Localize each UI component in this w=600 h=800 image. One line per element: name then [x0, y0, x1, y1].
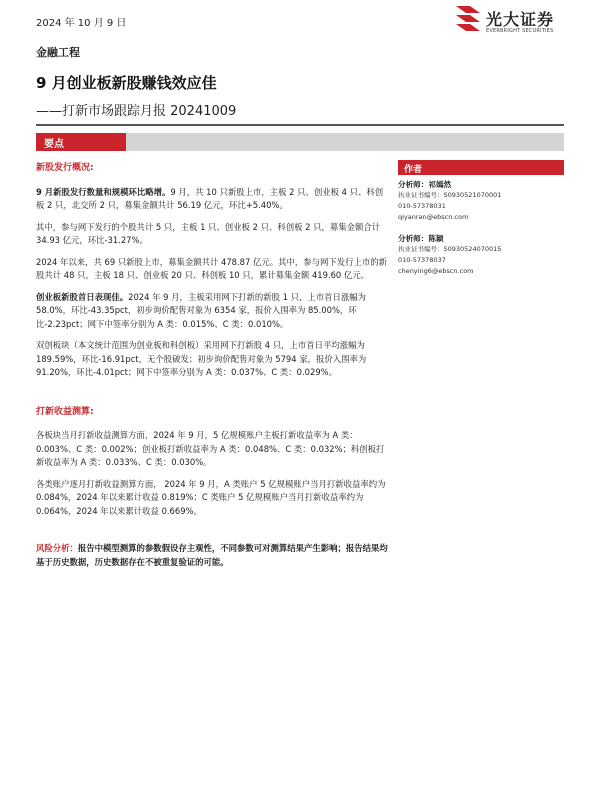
- brand-logo: [454, 4, 574, 40]
- issuance-text: 9 月，共 10 只新股上市，主板 2 只、创业板 4 只、科创板 2 只，北交所 2 只，募集金额共计 56.19 亿元，环比+5.40%。: [36, 186, 384, 210]
- everbright-logo-icon: [454, 4, 482, 34]
- paragraph-account-returns: 各类账户逐月打新收益测算方面， 2024 年 9 月，A 类账户 5 亿规模账户当月打新收益率约为 0.084%，2024 年以来累计收益 0.819%；C 类账户 5 亿规模账户当月打新收益率约为 0.064%，2024 年以来累计收益 0.669%。: [36, 478, 386, 516]
- issuance-lead: 9 月新股发行数量和规模环比略增。: [36, 186, 171, 197]
- analyst-name: 分析师：陈颖: [398, 234, 444, 243]
- report-date: 2024 年 10 月 9 日: [36, 18, 127, 29]
- analyst-name: 分析师：祁嫣然: [398, 180, 452, 189]
- first-day-lead: 创业板新股首日表现佳。: [36, 291, 129, 302]
- analyst-email[interactable]: chenying6@ebscn.com: [398, 267, 474, 275]
- logo-subtitle: EVERBRIGHT SECURITIES: [486, 28, 554, 34]
- report-category: 金融工程: [36, 46, 80, 59]
- paragraph-board-returns: 各板块当月打新收益测算方面，2024 年 9 月，5 亿规模账户主板打新收益率为 A 类：0.003%、C 类：0.002%；创业板打新收益率为 A 类：0.048%、C 类：0.032%；科创板打新收益率为 A 类：0.033%、C 类：0.030%。: [36, 430, 385, 467]
- report-title: 9 月创业板新股赚钱效应佳: [36, 74, 217, 92]
- logo-name: 光大证券: [486, 10, 555, 29]
- paragraph-offline-issuance: 其中，参与网下发行的个股共计 5 只，主板 1 只、创业板 2 只、科创板 2 只，募集金额合计 34.93 亿元，环比-31.27%。: [36, 221, 381, 245]
- author-heading: 作者: [398, 160, 564, 175]
- analyst-license: 执业证书编号：S0930521070001: [398, 191, 502, 199]
- issuance-heading: 新股发行概况:: [36, 163, 94, 173]
- analyst-phone: 010-57378037: [398, 256, 446, 264]
- returns-heading: 打新收益测算:: [36, 406, 94, 417]
- paragraph-risk: [36, 542, 388, 569]
- analyst-phone: 010-57378031: [398, 202, 446, 210]
- report-subtitle: ——打新市场跟踪月报 20241009: [36, 104, 237, 119]
- header-divider: [36, 124, 564, 126]
- paragraph-dual-board: 双创板块（本文统计范围为创业板和科创板）采用网下打新股 4 只，上市首日平均涨幅为 189.59%，环比-16.91pct，无个股破发；初步询价配售对象为 5794 家，报价入围率为 91.20%，环比-4.01pct；网下中签率分别为 A 类：0.037%、C 类：0.029%。: [36, 340, 367, 377]
- risk-text: 报告中模型测算的参数假设存主观性，不同参数可对测算结果产生影响；报告结果均基于历史数据，历史数据存在不被重复验证的可能。: [36, 543, 388, 567]
- first-day-text: 2024 年 9 月，主板采用网下打新的新股 1 只，上市首日涨幅为 58.0%，环比-43.35pct，初步询价配售对象为 6354 家，报价入围率为 85.00%，环比-2.23pct；网下中签率分别为 A 类：0.015%、C 类：0.010%。: [36, 291, 367, 329]
- analyst-license: 执业证书编号：S0930524070015: [398, 245, 502, 253]
- risk-heading: 风险分析：: [36, 543, 78, 553]
- main-content: [36, 162, 388, 569]
- analyst-card: [398, 179, 564, 223]
- analyst-email[interactable]: qiyanran@ebscn.com: [398, 213, 469, 221]
- paragraph-issuance-summary: [36, 186, 388, 213]
- analyst-card: [398, 233, 564, 277]
- paragraph-first-day: [36, 291, 388, 332]
- author-sidebar: [398, 160, 564, 277]
- paragraph-ytd-issuance: 2024 年以来，共 69 只新股上市，募集金额共计 478.87 亿元。其中，参与网下发行上市的新股共计 48 只，主板 18 只、创业板 20 只、科创板 10 只，累计募集金额 419.60 亿元。: [36, 256, 387, 280]
- section-label: 要点: [36, 133, 126, 151]
